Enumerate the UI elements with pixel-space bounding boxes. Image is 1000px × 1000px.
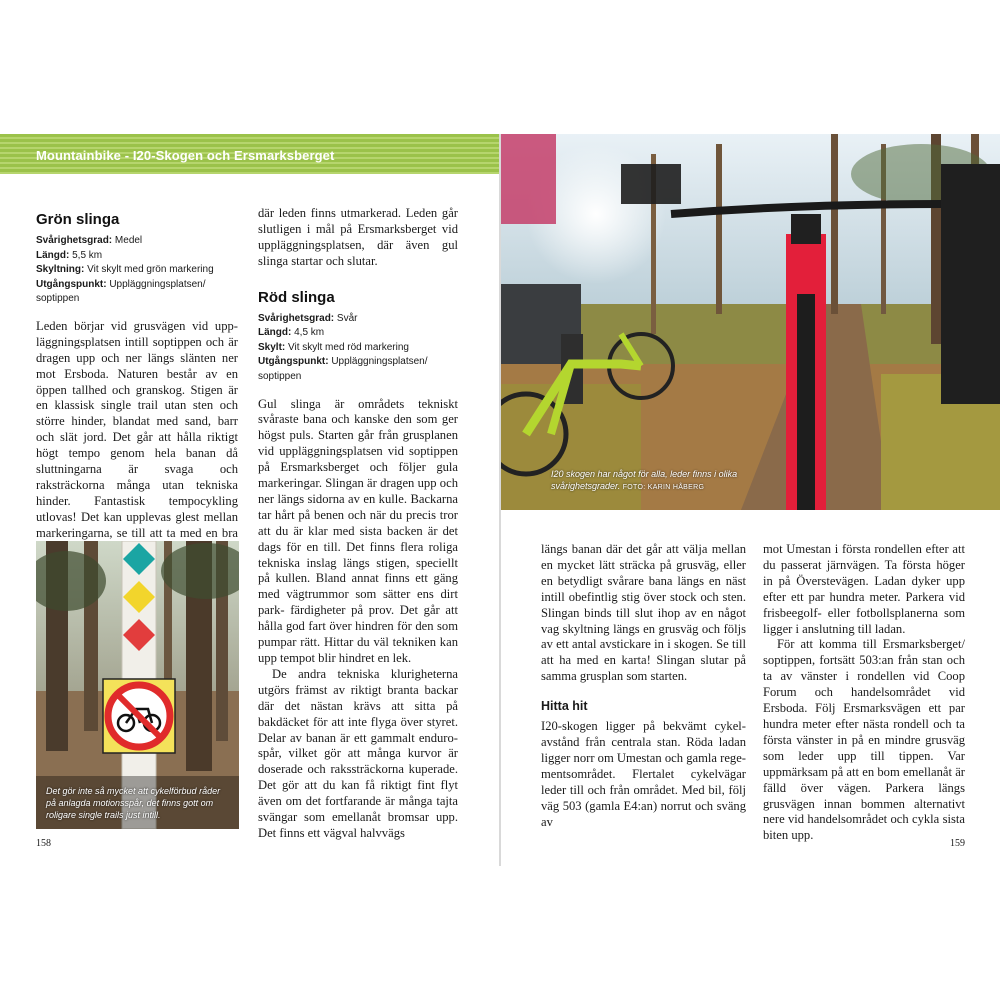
red-trail-meta (258, 312, 458, 385)
bike-photo-caption-text: I20 skogen har något för alla, leder finns i olika svårighetsgrader. (551, 469, 738, 491)
start-label: Utgångspunkt: (36, 278, 107, 290)
start-value: Uppläggningsplatsen/ soptippen (258, 356, 428, 382)
signage-label: Skylt: (258, 341, 286, 353)
directions-part-2: För att komma till Ersmarksberget/ soptippen, fortsätt 503:an från stan och ta av vänster i rondellen vid Coop Forum och handelsområdet vid Ersboda. Följ Ersmarksvägen ett par hundra meter efter nästa rondell och ta första vänster in på en mindre grusväg som leder upp till tippen. Var uppmärksam på att en bom emellanåt är fälld över vägen. Parkera längs grusvägen innan bommen alternativt nere vid handelsområdet och cykla sista biten upp. (763, 637, 965, 843)
difficulty-label: Svårighetsgrad: (258, 312, 335, 324)
red-trail-title: Röd slinga (258, 288, 335, 306)
difficulty-value: Svår (336, 312, 358, 324)
length-label: Längd: (258, 327, 292, 339)
green-trail-title: Grön slinga (36, 211, 120, 228)
mountain-bike-photo (501, 134, 1000, 510)
start-label: Utgångspunkt: (258, 356, 329, 368)
photo-credit: FOTO: KARIN HÅBERG (622, 484, 705, 491)
column-d (763, 542, 965, 844)
bike-photo-caption (551, 468, 751, 494)
length-value: 4,5 km (294, 327, 325, 339)
rider-shirt (501, 134, 556, 224)
rider-arm (941, 164, 1000, 404)
length-label: Längd: (36, 249, 70, 261)
page-number-left: 158 (36, 838, 51, 849)
left-page (0, 134, 499, 866)
red-trail-continued: längs banan där det går att välja mellan en mycket lätt sträcka på grusväg, eller en betydligt svårare bana längs en näst intill obefintlig stig över stock och sten. Slingan binds till slut ihop av en något vag skyltning längs en grusväg och följs av ett antal avstickare in i skogen. Se till att ha med en karta! Slingan slutar på samma grusplan som starten. (541, 542, 746, 684)
sign-photo-caption: Det gör inte så mycket att cykelförbud råder på anlagda motionsspår, det finns gott om roligare single trails just intill. (46, 786, 221, 820)
red-trail-body-1: Gul slinga är områdets tekniskt svåraste bana och kanske den som ger högst puls. Starten går från grusplanen vid uppläggningsplatsen vid soptippen på Ersmarksberget och följer gula markeringar. Slingan är dragen upp och ner längs sidorna av en kulle. Backarna tar hårt på benen och när du precis tror att du är klar med sista backen är det dags för en till. Det finns flera roliga tekniska inslag längs stigen, speciellt på kullen. Bland annat finns ett gäng med vägtrummor som sätter ens dirt park- färdigheter på prov. Det går att hålla god fart över hindren för den som pumpar rätt. Hittar du väl tekniken kan upp tempot blir hindret en lek. (258, 396, 458, 665)
red-trail-body-2: De andra tekniska klurigheterna utgörs främst av riktigt branta backar där det nästan krävs att sitta på bakdäcket för att inte flyga över styret. Delar av banan är ett gammalt endurospår, vilket gör att många kurvor är doserade och rakssträckorna kuperade. Det gör att du kan få riktigt fint flyt även om det fortfarande är många tajta svängar som emellanåt bromsar upp. Det finns ett vägval halvvägs (258, 666, 458, 840)
right-page (501, 134, 1000, 866)
difficulty-value: Medel (114, 234, 143, 246)
column-c (541, 542, 746, 830)
column-a (36, 212, 238, 557)
green-trail-body: Leden börjar vid grusvägen vid uppläggningsplatsen intill soptippen och är dragen upp och ner längs slänten ner mot Ersboda. Naturen består av en öppen tallhed och granskog. Stigen är en klassisk single trail utan sten och större hinder, blandat med sand, barr och slät jord. Det går att hålla riktigt högt tempo genom hela banan då sluttningarna är svaga och raksträckorna många utan tekniska hinder. Fantastisk tempocykling utlovas! Det kan upplevas glest mellan markeringarna, se till att ta med en bra (36, 318, 238, 540)
banner-title: Mountainbike - I20-Skogen och Ersmarksberget (36, 148, 335, 163)
green-trail-meta (36, 234, 238, 307)
signage-value: Vit skylt med grön markering (87, 264, 214, 276)
directions-part-1: mot Umestan i första rondellen efter att du passerat järnvägen. Ta första höger in på Överstevägen. Ladan dyker upp efter ett par hundra meter. Parkera vid frisbeegolf- eller fotbollsplanerna som ligger i anslutning till ladan. (763, 542, 965, 636)
start-value: Uppläggningsplatsen/ soptippen (36, 278, 206, 305)
signage-label: Skyltning: (36, 264, 85, 276)
length-value: 5,5 km (72, 249, 103, 261)
signage-value: Vit skylt med röd markering (288, 341, 409, 353)
column-b (258, 206, 458, 842)
green-trail-continued: där leden finns utmarkerad. Leden går slutligen i mål på Ersmarksberget vid uppläggningsplatsen, där även gul slinga startar och slutar. (258, 206, 458, 268)
glove (621, 164, 681, 204)
page-number-right: 159 (950, 838, 965, 849)
hitta-hit-title: Hitta hit (541, 699, 588, 714)
bike-trail-illustration (501, 134, 1000, 510)
chapter-banner (0, 134, 499, 174)
difficulty-label: Svårighetsgrad: (36, 234, 113, 246)
hitta-hit-body: I20-skogen ligger på bekvämt cykelavstånd från centrala stan. Röda ladan ligger norr om Umestan och gamla regementsområdet. Flertalet cykelvägar leder till och från området. Med bil, följ väg 503 (gamla E4:an) norrut och sväng av (541, 719, 746, 829)
trail-sign-photo (36, 541, 239, 829)
